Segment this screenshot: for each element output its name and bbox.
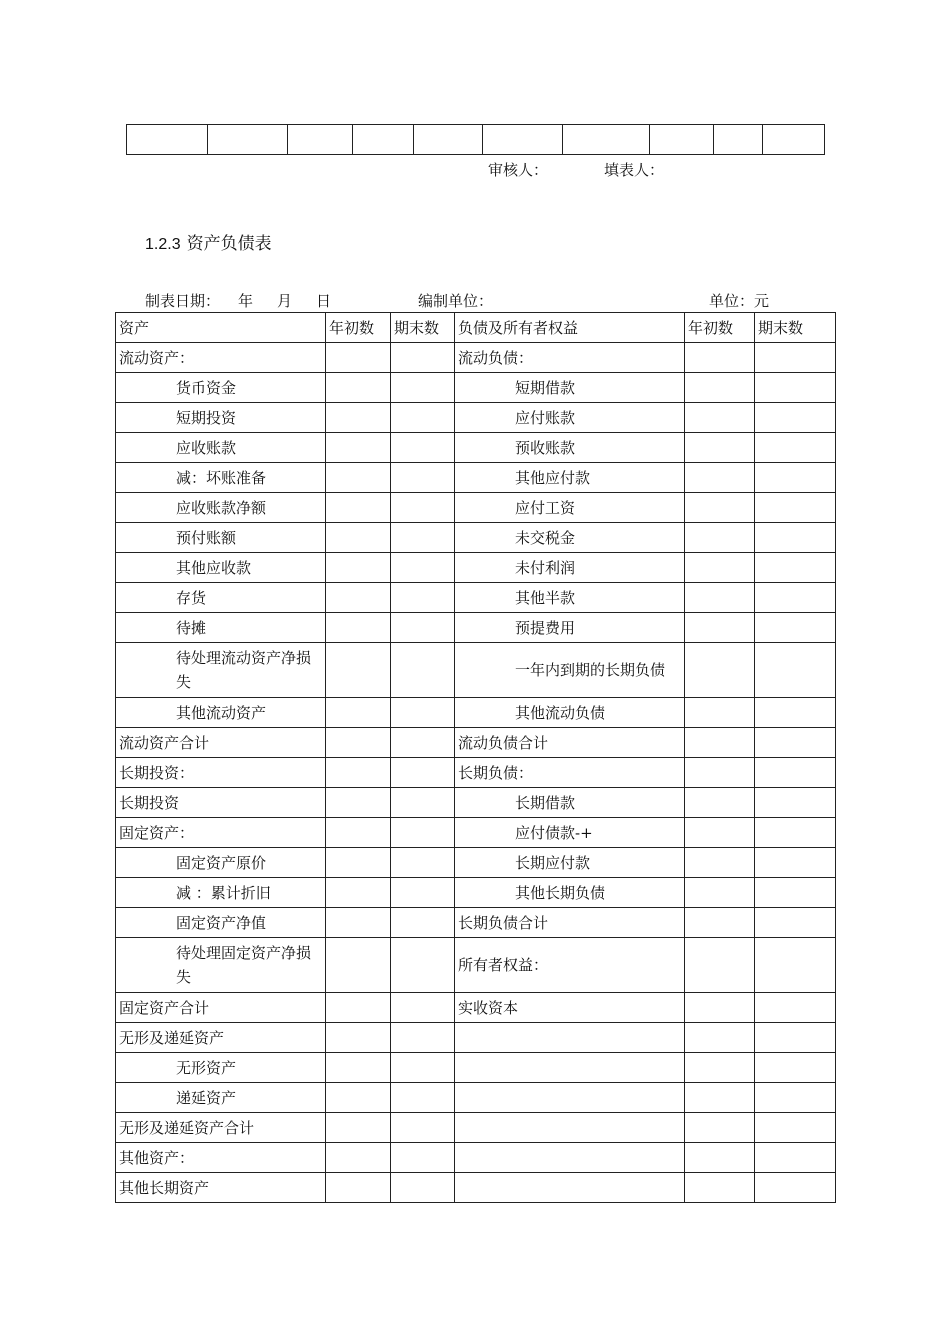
asset-begin-cell — [326, 463, 391, 493]
liability-item: 应付债款-+ — [455, 818, 685, 848]
table-row — [116, 1053, 836, 1083]
table-date-line — [145, 290, 331, 311]
liability-end-cell — [755, 523, 836, 553]
empty-cell — [208, 125, 288, 155]
asset-begin-cell — [326, 818, 391, 848]
liability-end-cell — [755, 433, 836, 463]
table-row — [116, 1083, 836, 1113]
liability-begin-cell — [685, 373, 755, 403]
table-row — [116, 908, 836, 938]
liability-end-cell — [755, 848, 836, 878]
preparer-label: 填表人： — [604, 161, 665, 179]
asset-begin-cell — [326, 1143, 391, 1173]
liability-item: 其他长期负债 — [455, 878, 685, 908]
asset-item: 固定资产净值 — [116, 908, 326, 938]
header-begin-right: 年初数 — [685, 313, 755, 343]
liability-end-cell — [755, 463, 836, 493]
liability-begin-cell — [685, 993, 755, 1023]
asset-begin-cell — [326, 403, 391, 433]
table-row — [116, 938, 836, 993]
table-row — [116, 433, 836, 463]
liability-begin-cell — [685, 583, 755, 613]
day-label: 日 — [316, 292, 332, 310]
asset-end-cell — [391, 938, 455, 993]
asset-begin-cell — [326, 1173, 391, 1203]
liability-item — [455, 1053, 685, 1083]
liability-item: 未交税金 — [455, 523, 685, 553]
asset-item: 固定资产原价 — [116, 848, 326, 878]
liability-begin-cell — [685, 343, 755, 373]
table-row — [116, 523, 836, 553]
liability-item: 短期借款 — [455, 373, 685, 403]
asset-end-cell — [391, 553, 455, 583]
liability-end-cell — [755, 583, 836, 613]
empty-cell — [714, 125, 763, 155]
asset-begin-cell — [326, 613, 391, 643]
asset-end-cell — [391, 728, 455, 758]
asset-item: 其他应收款 — [116, 553, 326, 583]
asset-item: 减 ：累计折旧 — [116, 878, 326, 908]
liability-begin-cell — [685, 523, 755, 553]
liability-begin-cell — [685, 1023, 755, 1053]
asset-begin-cell — [326, 1023, 391, 1053]
asset-end-cell — [391, 643, 455, 698]
liability-begin-cell — [685, 878, 755, 908]
asset-begin-cell — [326, 758, 391, 788]
liability-end-cell — [755, 1023, 836, 1053]
liability-end-cell — [755, 553, 836, 583]
asset-item: 应收账款 — [116, 433, 326, 463]
asset-item: 流动资产： — [116, 343, 326, 373]
reviewer-label: 审核人： — [488, 161, 549, 179]
asset-item: 无形及递延资产 — [116, 1023, 326, 1053]
liability-end-cell — [755, 818, 836, 848]
liability-begin-cell — [685, 463, 755, 493]
liability-end-cell — [755, 728, 836, 758]
asset-end-cell — [391, 433, 455, 463]
liability-item: 预收账款 — [455, 433, 685, 463]
liability-end-cell — [755, 343, 836, 373]
liability-begin-cell — [685, 788, 755, 818]
table-row — [116, 788, 836, 818]
header-begin-left: 年初数 — [326, 313, 391, 343]
table-row — [116, 343, 836, 373]
liability-item: 长期应付款 — [455, 848, 685, 878]
empty-cell — [650, 125, 714, 155]
asset-item: 待处理固定资产净损失 — [116, 938, 326, 993]
asset-end-cell — [391, 613, 455, 643]
liability-begin-cell — [685, 848, 755, 878]
asset-end-cell — [391, 373, 455, 403]
liability-item — [455, 1083, 685, 1113]
liability-item: 未付利润 — [455, 553, 685, 583]
asset-item: 长期投资 — [116, 788, 326, 818]
asset-end-cell — [391, 878, 455, 908]
asset-end-cell — [391, 463, 455, 493]
table-row — [116, 758, 836, 788]
asset-end-cell — [391, 758, 455, 788]
asset-end-cell — [391, 343, 455, 373]
asset-begin-cell — [326, 698, 391, 728]
table-row — [116, 993, 836, 1023]
asset-end-cell — [391, 1023, 455, 1053]
liability-end-cell — [755, 1083, 836, 1113]
asset-begin-cell — [326, 993, 391, 1023]
liability-item — [455, 1143, 685, 1173]
asset-begin-cell — [326, 1113, 391, 1143]
liability-end-cell — [755, 403, 836, 433]
header-end-left: 期末数 — [391, 313, 455, 343]
liability-end-cell — [755, 993, 836, 1023]
table-row — [116, 1173, 836, 1203]
asset-begin-cell — [326, 1053, 391, 1083]
asset-item: 存货 — [116, 583, 326, 613]
asset-item: 待处理流动资产净损失 — [116, 643, 326, 698]
liability-begin-cell — [685, 728, 755, 758]
header-row — [116, 313, 836, 343]
signoff-line — [488, 159, 664, 180]
liability-end-cell — [755, 613, 836, 643]
liability-begin-cell — [685, 1173, 755, 1203]
liability-end-cell — [755, 698, 836, 728]
liability-item: 应付工资 — [455, 493, 685, 523]
liability-item: 流动负债合计 — [455, 728, 685, 758]
liability-item: 实收资本 — [455, 993, 685, 1023]
empty-cell — [563, 125, 650, 155]
asset-item: 其他资产： — [116, 1143, 326, 1173]
liability-item: 长期负债： — [455, 758, 685, 788]
table-row — [116, 1023, 836, 1053]
asset-begin-cell — [326, 553, 391, 583]
liability-begin-cell — [685, 938, 755, 993]
table-row — [116, 1113, 836, 1143]
liability-end-cell — [755, 1173, 836, 1203]
asset-end-cell — [391, 788, 455, 818]
liability-end-cell — [755, 758, 836, 788]
table-row — [116, 878, 836, 908]
empty-cell — [763, 125, 825, 155]
table-row — [116, 403, 836, 433]
liability-begin-cell — [685, 1053, 755, 1083]
header-liability: 负债及所有者权益 — [455, 313, 685, 343]
asset-begin-cell — [326, 788, 391, 818]
asset-end-cell — [391, 403, 455, 433]
asset-item: 无形资产 — [116, 1053, 326, 1083]
asset-begin-cell — [326, 1083, 391, 1113]
asset-begin-cell — [326, 433, 391, 463]
liability-item: 一年内到期的长期负债 — [455, 643, 685, 698]
asset-end-cell — [391, 1113, 455, 1143]
asset-item: 流动资产合计 — [116, 728, 326, 758]
asset-item: 短期投资 — [116, 403, 326, 433]
asset-end-cell — [391, 908, 455, 938]
liability-begin-cell — [685, 698, 755, 728]
liability-begin-cell — [685, 613, 755, 643]
header-end-right: 期末数 — [755, 313, 836, 343]
liability-end-cell — [755, 1113, 836, 1143]
empty-cell — [483, 125, 563, 155]
asset-item: 预付账额 — [116, 523, 326, 553]
asset-item: 货币资金 — [116, 373, 326, 403]
table-row — [116, 728, 836, 758]
asset-begin-cell — [326, 583, 391, 613]
asset-end-cell — [391, 1173, 455, 1203]
empty-cell — [288, 125, 353, 155]
unit-label: 单位：元 — [709, 292, 770, 310]
asset-begin-cell — [326, 343, 391, 373]
org-label: 编制单位： — [418, 292, 494, 310]
section-heading — [145, 229, 272, 254]
liability-begin-cell — [685, 1083, 755, 1113]
top-empty-table — [126, 124, 825, 155]
asset-end-cell — [391, 523, 455, 553]
liability-end-cell — [755, 938, 836, 993]
liability-begin-cell — [685, 1113, 755, 1143]
asset-begin-cell — [326, 938, 391, 993]
liability-item: 预提费用 — [455, 613, 685, 643]
table-row — [116, 463, 836, 493]
liability-begin-cell — [685, 643, 755, 698]
year-label: 年 — [238, 292, 254, 310]
asset-end-cell — [391, 848, 455, 878]
liability-begin-cell — [685, 553, 755, 583]
liability-end-cell — [755, 373, 836, 403]
asset-begin-cell — [326, 908, 391, 938]
liability-begin-cell — [685, 908, 755, 938]
liability-end-cell — [755, 878, 836, 908]
empty-cell — [353, 125, 414, 155]
section-number: 1.2.3 — [145, 236, 181, 253]
liability-begin-cell — [685, 758, 755, 788]
month-label: 月 — [277, 292, 293, 310]
asset-begin-cell — [326, 848, 391, 878]
liability-item: 应付账款 — [455, 403, 685, 433]
table-row — [116, 373, 836, 403]
table-row — [116, 553, 836, 583]
empty-cell — [127, 125, 208, 155]
asset-item: 其他流动资产 — [116, 698, 326, 728]
empty-cell — [414, 125, 483, 155]
asset-begin-cell — [326, 878, 391, 908]
asset-item: 应收账款净额 — [116, 493, 326, 523]
liability-end-cell — [755, 1053, 836, 1083]
section-title: 资产负债表 — [186, 234, 272, 254]
liability-item: 其他流动负债 — [455, 698, 685, 728]
asset-end-cell — [391, 493, 455, 523]
liability-begin-cell — [685, 493, 755, 523]
table-row — [116, 848, 836, 878]
liability-end-cell — [755, 788, 836, 818]
asset-item: 固定资产合计 — [116, 993, 326, 1023]
liability-item: 流动负债： — [455, 343, 685, 373]
top-empty-row — [127, 125, 825, 155]
date-label: 制表日期： — [145, 292, 221, 310]
header-asset: 资产 — [116, 313, 326, 343]
asset-begin-cell — [326, 373, 391, 403]
liability-begin-cell — [685, 1143, 755, 1173]
table-row — [116, 1143, 836, 1173]
liability-item: 其他半款 — [455, 583, 685, 613]
table-row — [116, 493, 836, 523]
asset-begin-cell — [326, 523, 391, 553]
liability-item: 所有者权益： — [455, 938, 685, 993]
liability-end-cell — [755, 643, 836, 698]
asset-end-cell — [391, 583, 455, 613]
liability-item: 长期借款 — [455, 788, 685, 818]
liability-end-cell — [755, 493, 836, 523]
table-row — [116, 818, 836, 848]
liability-item — [455, 1113, 685, 1143]
asset-begin-cell — [326, 643, 391, 698]
table-row — [116, 698, 836, 728]
asset-item: 固定资产： — [116, 818, 326, 848]
liability-begin-cell — [685, 433, 755, 463]
asset-begin-cell — [326, 728, 391, 758]
asset-end-cell — [391, 1083, 455, 1113]
asset-item: 待摊 — [116, 613, 326, 643]
table-row — [116, 643, 836, 698]
asset-end-cell — [391, 818, 455, 848]
liability-end-cell — [755, 908, 836, 938]
asset-end-cell — [391, 1053, 455, 1083]
asset-end-cell — [391, 993, 455, 1023]
table-row — [116, 613, 836, 643]
asset-begin-cell — [326, 493, 391, 523]
liability-item: 长期负债合计 — [455, 908, 685, 938]
liability-item — [455, 1023, 685, 1053]
table-row — [116, 583, 836, 613]
liability-end-cell — [755, 1143, 836, 1173]
asset-item: 递延资产 — [116, 1083, 326, 1113]
liability-begin-cell — [685, 403, 755, 433]
asset-item: 无形及递延资产合计 — [116, 1113, 326, 1143]
liability-item — [455, 1173, 685, 1203]
liability-item: 其他应付款 — [455, 463, 685, 493]
liability-begin-cell — [685, 818, 755, 848]
asset-item: 其他长期资产 — [116, 1173, 326, 1203]
balance-sheet-table — [115, 312, 836, 1203]
asset-end-cell — [391, 698, 455, 728]
asset-item: 长期投资： — [116, 758, 326, 788]
asset-end-cell — [391, 1143, 455, 1173]
asset-item: 减：坏账准备 — [116, 463, 326, 493]
